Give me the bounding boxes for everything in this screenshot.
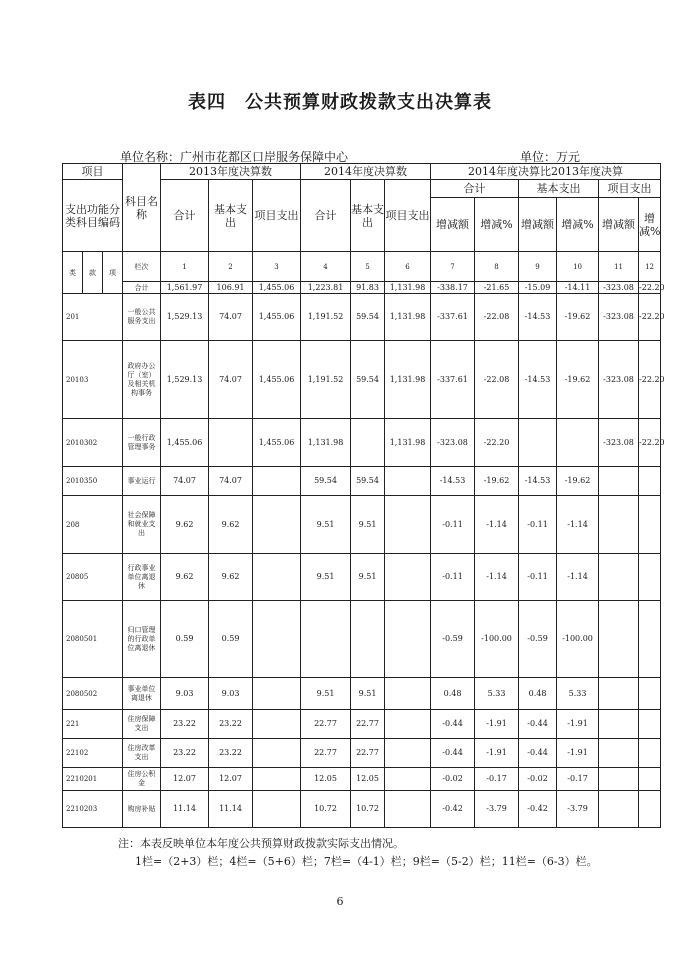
row-value <box>301 601 351 678</box>
row-value: 74.07 <box>161 467 209 496</box>
header-project: 项目 <box>63 164 123 180</box>
table-row <box>63 294 661 341</box>
row-value: -22.08 <box>475 341 519 419</box>
row-value <box>385 791 431 828</box>
row-value: -19.62 <box>557 341 599 419</box>
row-value: 9.51 <box>301 554 351 601</box>
row-value <box>253 710 301 739</box>
row-value: -337.61 <box>431 341 475 419</box>
row-value: 9.62 <box>209 496 253 554</box>
header-cmp-project: 项目支出 <box>599 180 661 198</box>
row-value: -0.02 <box>519 768 557 791</box>
row-code: 221 <box>63 710 123 739</box>
unit-currency: 单位：万元 <box>520 150 581 164</box>
col-number: 3 <box>253 252 301 282</box>
table-row <box>63 496 661 554</box>
row-value: 1,131.98 <box>301 419 351 467</box>
row-value: 59.54 <box>351 467 385 496</box>
expenditure-table <box>62 163 665 828</box>
row-value: 9.51 <box>351 554 385 601</box>
row-value <box>639 768 661 791</box>
row-value: -19.62 <box>475 467 519 496</box>
row-subject-name: 事业运行 <box>123 467 161 496</box>
row-value: 12.07 <box>161 768 209 791</box>
total-cell: 1,223.81 <box>301 282 351 294</box>
row-value: 1,191.52 <box>301 341 351 419</box>
row-value: -14.53 <box>519 294 557 341</box>
header-cmp-basic: 基本支出 <box>519 180 599 198</box>
header-inc-pct: 增减% <box>557 198 599 252</box>
row-value: 1,131.98 <box>385 294 431 341</box>
row-value: 23.22 <box>209 710 253 739</box>
header-cmp-total: 合计 <box>431 180 519 198</box>
table-row <box>63 554 661 601</box>
row-value: -323.08 <box>599 294 639 341</box>
header-lei: 类 <box>63 252 83 294</box>
row-value <box>253 496 301 554</box>
table-row <box>63 710 661 739</box>
header-2014-total: 合计 <box>301 180 351 252</box>
row-value: 5.33 <box>475 678 519 710</box>
row-code: 20103 <box>63 341 123 419</box>
row-subject-name: 购房补贴 <box>123 791 161 828</box>
row-value <box>599 601 639 678</box>
col-number: 10 <box>557 252 599 282</box>
table-row <box>63 678 661 710</box>
row-value: 1,455.06 <box>253 294 301 341</box>
row-value <box>253 791 301 828</box>
page-number: 6 <box>336 895 344 908</box>
row-value: -100.00 <box>557 601 599 678</box>
row-value: 1,529.13 <box>161 294 209 341</box>
row-value: -0.44 <box>431 739 475 768</box>
header-2014-basic: 基本支出 <box>351 180 385 252</box>
row-value: -323.08 <box>599 419 639 467</box>
row-value: 5.33 <box>557 678 599 710</box>
page-title: 表四 公共预算财政拨款支出决算表 <box>188 92 492 113</box>
row-value: -100.00 <box>475 601 519 678</box>
row-value: -19.62 <box>557 467 599 496</box>
row-value: 59.54 <box>351 341 385 419</box>
row-value: 1,455.06 <box>253 419 301 467</box>
row-value <box>639 601 661 678</box>
row-value: -1.14 <box>557 496 599 554</box>
col-number: 7 <box>431 252 475 282</box>
table-row <box>63 739 661 768</box>
table-row <box>63 791 661 828</box>
row-value: -1.14 <box>475 554 519 601</box>
header-2014: 2014年度决算数 <box>301 164 431 180</box>
row-value: -0.44 <box>431 710 475 739</box>
row-value: 22.77 <box>301 710 351 739</box>
header-2013-basic: 基本支出 <box>209 180 253 252</box>
row-subject-name: 归口管理的行政单位离退休 <box>123 601 161 678</box>
row-value: -1.14 <box>557 554 599 601</box>
col-number: 11 <box>599 252 639 282</box>
row-code: 208 <box>63 496 123 554</box>
row-value <box>639 678 661 710</box>
header-heji: 合计 <box>123 282 161 294</box>
total-cell: -14.11 <box>557 282 599 294</box>
col-number: 5 <box>351 252 385 282</box>
header-kuan: 款 <box>83 252 103 294</box>
row-value: -0.17 <box>475 768 519 791</box>
footnote-formula: 1栏=（2+3）栏；4栏=（5+6）栏；7栏=（4-1）栏；9栏=（5-2）栏；11栏=（6-3）栏。 <box>135 855 598 868</box>
header-inc-pct: 增减% <box>639 198 661 252</box>
row-value <box>385 768 431 791</box>
total-cell: 1,561.97 <box>161 282 209 294</box>
unit-organization: 单位名称：广州市花都区口岸服务保障中心 <box>120 150 349 164</box>
header-inc-amt: 增减额 <box>431 198 475 252</box>
row-value: -0.59 <box>519 601 557 678</box>
row-value <box>351 419 385 467</box>
row-value: -0.42 <box>519 791 557 828</box>
row-value: 22.77 <box>301 739 351 768</box>
row-value: 12.05 <box>351 768 385 791</box>
row-value: 12.07 <box>209 768 253 791</box>
table-row <box>63 341 661 419</box>
row-value <box>385 678 431 710</box>
row-value <box>639 791 661 828</box>
header-inc-pct: 增减% <box>475 198 519 252</box>
row-value <box>639 739 661 768</box>
col-number: 12 <box>639 252 661 282</box>
row-subject-name: 社会保障和就业支出 <box>123 496 161 554</box>
row-value <box>599 710 639 739</box>
row-code: 2080501 <box>63 601 123 678</box>
row-value: 74.07 <box>209 467 253 496</box>
row-code: 2080502 <box>63 678 123 710</box>
row-value <box>599 554 639 601</box>
row-value: -0.11 <box>431 554 475 601</box>
total-cell: -15.09 <box>519 282 557 294</box>
row-value: -1.91 <box>475 739 519 768</box>
col-number: 8 <box>475 252 519 282</box>
header-2014-project: 项目支出 <box>385 180 431 252</box>
row-value <box>253 739 301 768</box>
row-value: -22.20 <box>639 294 661 341</box>
row-value <box>639 496 661 554</box>
row-value: 11.14 <box>161 791 209 828</box>
header-subject-name: 科目名称 <box>123 164 161 252</box>
row-value: 9.62 <box>161 496 209 554</box>
row-value: 9.51 <box>301 496 351 554</box>
row-value <box>385 467 431 496</box>
row-value: 1,131.98 <box>385 419 431 467</box>
total-cell: 106.91 <box>209 282 253 294</box>
row-value <box>385 739 431 768</box>
row-value <box>385 554 431 601</box>
row-value: 9.03 <box>161 678 209 710</box>
row-value: 1,191.52 <box>301 294 351 341</box>
row-value: -3.79 <box>557 791 599 828</box>
row-value: -0.11 <box>519 496 557 554</box>
header-func-code: 支出功能分类科目编码 <box>63 180 123 252</box>
row-subject-name: 住房改革支出 <box>123 739 161 768</box>
row-value: 1,131.98 <box>385 341 431 419</box>
row-value: 11.14 <box>209 791 253 828</box>
col-number: 1 <box>161 252 209 282</box>
row-value <box>351 601 385 678</box>
row-value: 12.05 <box>301 768 351 791</box>
table-row <box>63 601 661 678</box>
row-value <box>253 768 301 791</box>
row-value: -14.53 <box>519 341 557 419</box>
row-value: 1,455.06 <box>253 341 301 419</box>
row-value: 10.72 <box>301 791 351 828</box>
row-value: 0.59 <box>209 601 253 678</box>
row-value <box>385 710 431 739</box>
header-2013-total: 合计 <box>161 180 209 252</box>
row-subject-name: 政府办公厅（室）及相关机构事务 <box>123 341 161 419</box>
row-subject-name: 事业单位离退休 <box>123 678 161 710</box>
header-2013: 2013年度决算数 <box>161 164 301 180</box>
row-value: -22.20 <box>639 341 661 419</box>
row-value: -323.08 <box>431 419 475 467</box>
row-value: 0.48 <box>519 678 557 710</box>
header-inc-amt: 增减额 <box>519 198 557 252</box>
row-value <box>253 678 301 710</box>
row-value: 22.77 <box>351 710 385 739</box>
row-value: -22.20 <box>639 419 661 467</box>
row-value: -0.42 <box>431 791 475 828</box>
row-value <box>639 467 661 496</box>
row-value <box>599 496 639 554</box>
total-cell: -22.20 <box>639 282 665 292</box>
header-xiang: 项 <box>103 252 123 294</box>
table-row <box>63 467 661 496</box>
row-value: -0.02 <box>431 768 475 791</box>
table-body <box>63 294 665 828</box>
row-code: 2210201 <box>63 768 123 791</box>
table-row <box>63 419 661 467</box>
row-value: -0.17 <box>557 768 599 791</box>
row-value: -337.61 <box>431 294 475 341</box>
table-row <box>63 768 661 791</box>
header-compare: 2014年度决算比2013年度决算 <box>431 164 661 180</box>
row-subject-name: 住房公积金 <box>123 768 161 791</box>
row-value: 74.07 <box>209 294 253 341</box>
row-value <box>557 419 599 467</box>
row-value <box>639 710 661 739</box>
row-value: 23.22 <box>161 739 209 768</box>
row-value <box>253 467 301 496</box>
row-value <box>253 601 301 678</box>
total-cell: -338.17 <box>431 282 475 294</box>
row-value: 9.62 <box>209 554 253 601</box>
row-value: 23.22 <box>209 739 253 768</box>
row-value: 59.54 <box>301 467 351 496</box>
footnote: 注：本表反映单位本年度公共预算财政拨款实际支出情况。 <box>118 837 404 850</box>
row-code: 22102 <box>63 739 123 768</box>
row-subject-name: 一般公共服务支出 <box>123 294 161 341</box>
row-value: -1.91 <box>557 739 599 768</box>
row-value: -22.20 <box>475 419 519 467</box>
total-cell: 1,455.06 <box>253 282 301 294</box>
row-value: -1.14 <box>475 496 519 554</box>
row-value: 9.51 <box>351 496 385 554</box>
total-cell: -323.08 <box>599 282 639 294</box>
col-number: 6 <box>385 252 431 282</box>
row-value: -19.62 <box>557 294 599 341</box>
row-value: 74.07 <box>209 341 253 419</box>
row-value: 1,455.06 <box>161 419 209 467</box>
col-number: 4 <box>301 252 351 282</box>
row-subject-name: 行政事业单位离退休 <box>123 554 161 601</box>
total-cell: 1,131.98 <box>385 282 431 294</box>
row-value: -0.44 <box>519 739 557 768</box>
row-value: 23.22 <box>161 710 209 739</box>
row-value: -14.53 <box>519 467 557 496</box>
row-value: -323.08 <box>599 341 639 419</box>
row-value: 1,529.13 <box>161 341 209 419</box>
row-value <box>209 419 253 467</box>
row-value: 9.51 <box>351 678 385 710</box>
row-value <box>599 467 639 496</box>
row-value: 0.48 <box>431 678 475 710</box>
row-value: -3.79 <box>475 791 519 828</box>
row-value: 59.54 <box>351 294 385 341</box>
row-code: 2010302 <box>63 419 123 467</box>
row-value <box>599 768 639 791</box>
row-value <box>599 739 639 768</box>
row-value <box>385 601 431 678</box>
row-value: -1.91 <box>557 710 599 739</box>
row-code: 20805 <box>63 554 123 601</box>
header-inc-amt: 增减额 <box>599 198 639 252</box>
row-value: -14.53 <box>431 467 475 496</box>
row-value <box>253 554 301 601</box>
header-lanci: 栏次 <box>123 252 161 282</box>
row-value <box>599 678 639 710</box>
row-value: 0.59 <box>161 601 209 678</box>
row-value: 9.51 <box>301 678 351 710</box>
row-value: -0.11 <box>519 554 557 601</box>
row-code: 201 <box>63 294 123 341</box>
col-number: 9 <box>519 252 557 282</box>
row-value <box>385 496 431 554</box>
row-value <box>639 554 661 601</box>
row-code: 2210203 <box>63 791 123 828</box>
row-value: 10.72 <box>351 791 385 828</box>
row-subject-name: 住房保障支出 <box>123 710 161 739</box>
total-cell: 91.83 <box>351 282 385 294</box>
header-2013-project: 项目支出 <box>253 180 301 252</box>
total-cell: -21.65 <box>475 282 519 294</box>
row-value: 9.62 <box>161 554 209 601</box>
row-value: 9.03 <box>209 678 253 710</box>
row-subject-name: 一般行政管理事务 <box>123 419 161 467</box>
row-value: -0.11 <box>431 496 475 554</box>
row-value: -0.59 <box>431 601 475 678</box>
row-code: 2010350 <box>63 467 123 496</box>
row-value: -0.44 <box>519 710 557 739</box>
row-value <box>599 791 639 828</box>
row-value: -1.91 <box>475 710 519 739</box>
row-value <box>519 419 557 467</box>
col-number: 2 <box>209 252 253 282</box>
row-value: 22.77 <box>351 739 385 768</box>
row-value: -22.08 <box>475 294 519 341</box>
